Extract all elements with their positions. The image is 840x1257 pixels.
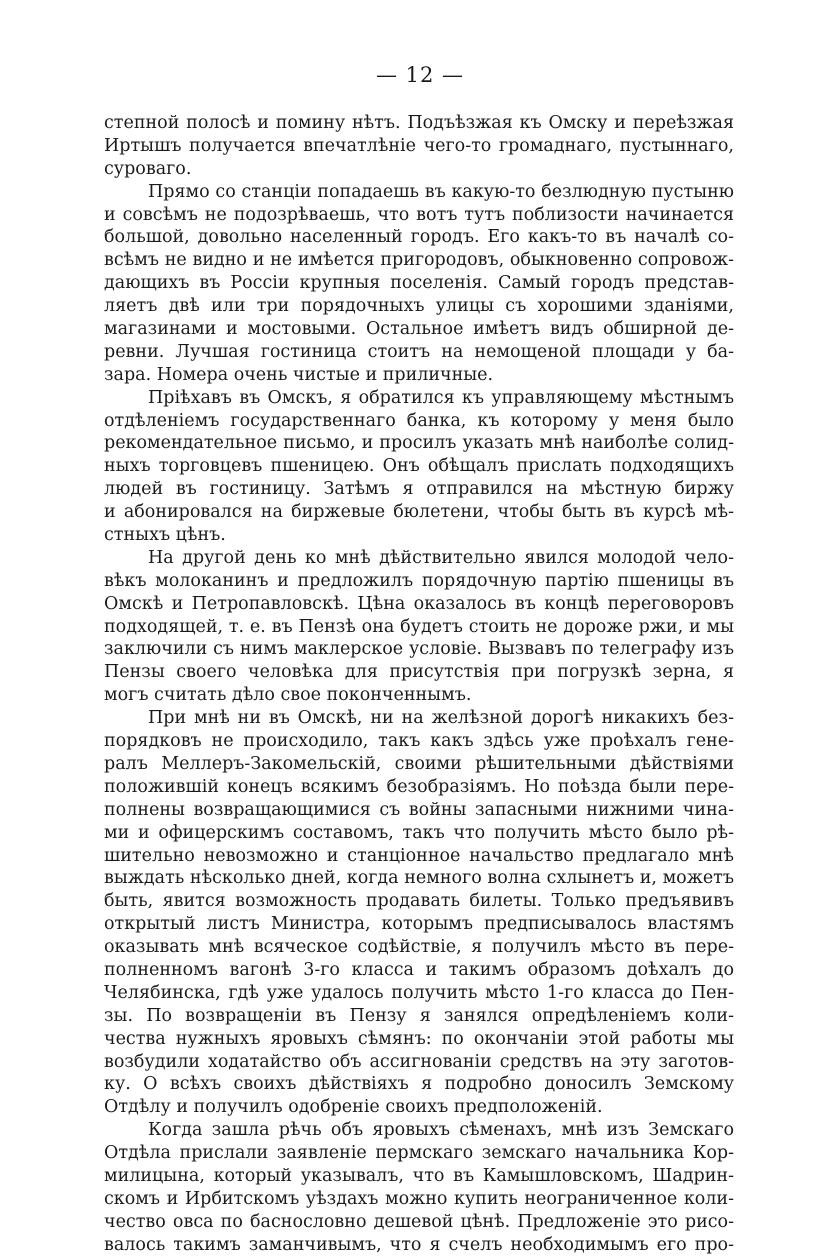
- text-line: оказывать мнѣ всяческое содѣйствіе, я получилъ мѣсто въ пере-: [104, 937, 734, 958]
- text-line: чества нужныхъ яровыхъ сѣмянъ: по окончаніи этой работы мы: [104, 1028, 734, 1049]
- text-line: Омскѣ и Петропавловскѣ. Цѣна оказалось въ концѣ переговоровъ: [104, 593, 734, 614]
- text-line: Прямо со станціи попадаешь въ какую-то безлюдную пустыню: [148, 181, 734, 202]
- paragraph: [104, 112, 734, 181]
- paragraph: [104, 1119, 734, 1256]
- text-line: Отдѣла прислали заявленіе пермскаго земскаго начальника Кор-: [104, 1143, 734, 1164]
- text-line: степной полосѣ и помину нѣтъ. Подъѣзжая къ Омску и переѣзжая: [104, 113, 734, 133]
- text-line: валось такимъ заманчивымъ, что я счелъ необходимымъ его про-: [104, 1234, 734, 1255]
- text-line: ми и офицерскимъ составомъ, такъ что получить мѣсто было рѣ-: [104, 822, 734, 843]
- text-line: ревни. Лучшая гостиница стоитъ на немощеной площади у ба-: [104, 341, 734, 362]
- text-line: заключили съ нимъ маклерское условіе. Вызвавъ по телеграфу изъ: [104, 639, 734, 660]
- text-line: рекомендательное письмо, и просилъ указать мнѣ наиболѣе солид-: [104, 433, 734, 454]
- text-line: открытый листъ Министра, которымъ предписывалось властямъ: [104, 914, 734, 935]
- text-line: Иртышъ получается впечатлѣніе чего-то громаднаго, пустыннаго,: [104, 135, 734, 156]
- text-line: Челябинска, гдѣ уже удалось получить мѣсто 1-го класса до Пен-: [104, 982, 734, 1003]
- text-line: положившій конецъ всякимъ безобразіямъ. Но поѣзда были пере-: [104, 776, 734, 797]
- text-line: Когда зашла рѣчь объ яровыхъ сѣменахъ, мнѣ изъ Земскаго: [148, 1120, 734, 1141]
- text-line: зы. По возвращеніи въ Пензу я занялся опредѣленіемъ коли-: [104, 1005, 734, 1026]
- text-line: магазинами и мостовыми. Остальное имѣетъ видъ обширной де-: [104, 319, 734, 340]
- paragraph: [104, 387, 734, 547]
- text-line: Отдѣлу и получилъ одобреніе своихъ предположеній.: [104, 1097, 603, 1118]
- body-text: [104, 112, 734, 1257]
- text-line: и совсѣмъ не подозрѣваешь, что вотъ тутъ поблизости начинается: [104, 204, 734, 225]
- text-line: шительно невозможно и станціонное начальство предлагало мнѣ: [104, 845, 734, 866]
- text-line: ку. О всѣхъ своихъ дѣйствіяхъ я подробно доносилъ Земскому: [104, 1074, 734, 1095]
- text-line: полнены возвращающимися съ войны запасными нижними чина-: [104, 799, 734, 820]
- text-line: ныхъ торговцевъ пшеницею. Онъ обѣщалъ прислать подходящихъ: [104, 456, 734, 477]
- text-line: На другой день ко мнѣ дѣйствительно явился молодой чело-: [148, 547, 734, 568]
- page-number: — 12 —: [375, 63, 465, 87]
- text-line: Пріѣхавъ въ Омскъ, я обратился къ управляющему мѣстнымъ: [148, 387, 734, 408]
- text-line: полненномъ вагонѣ 3-го класса и такимъ образомъ доѣхалъ до: [104, 959, 734, 980]
- paragraph: [104, 181, 734, 387]
- text-line: подходящей, т. е. въ Пензѣ она будетъ стоить не дороже ржи, и мы: [104, 616, 734, 637]
- text-line: порядковъ не происходило, такъ какъ здѣсь уже проѣхалъ гене-: [104, 731, 734, 752]
- text-line: дающихъ въ Россіи крупныя поселенія. Самый городъ представ-: [104, 273, 734, 294]
- text-line: выждать нѣсколько дней, когда немного волна схлынетъ и, можетъ: [104, 868, 734, 889]
- text-line: всѣмъ не видно и не имѣется пригородовъ, обыкновенно сопровож-: [104, 250, 734, 271]
- text-line: скомъ и Ирбитскомъ уѣздахъ можно купить неограниченное коли-: [104, 1188, 734, 1209]
- text-line: При мнѣ ни въ Омскѣ, ни на желѣзной дорогѣ никакихъ без-: [148, 708, 734, 729]
- text-line: Пензы своего человѣка для присутствія при погрузкѣ зерна, я: [104, 662, 734, 683]
- text-line: милицына, который указывалъ, что въ Камышловскомъ, Шадрин-: [104, 1165, 734, 1186]
- text-line: вѣкъ молоканинъ и предложилъ порядочную партію пшеницы въ: [104, 570, 734, 591]
- paragraph: [104, 707, 734, 1119]
- text-line: суроваго.: [104, 158, 192, 179]
- text-line: ралъ Меллеръ-Закомельскій, своими рѣшительными дѣйствіями: [104, 753, 734, 774]
- text-line: ляетъ двѣ или три порядочныхъ улицы съ хорошими зданіями,: [104, 296, 734, 317]
- text-line: стныхъ цѣнъ.: [104, 525, 226, 546]
- text-line: отдѣленіемъ государственнаго банка, къ которому у меня было: [104, 410, 734, 431]
- text-line: чество овса по баснословно дешевой цѣнѣ. Предложеніе это рисо-: [104, 1211, 734, 1232]
- text-line: людей въ гостиницу. Затѣмъ я отправился на мѣстную биржу: [104, 479, 734, 500]
- text-line: возбудили ходатайство объ ассигнованіи средствъ на эту заготов-: [104, 1051, 734, 1072]
- text-line: могъ считать дѣло свое поконченнымъ.: [104, 685, 472, 706]
- paragraph: [104, 547, 734, 707]
- text-line: большой, довольно населенный городъ. Его какъ-то въ началѣ со-: [104, 227, 734, 248]
- text-line: и абонировался на биржевые бюлетени, чтобы быть въ курсѣ мѣ-: [104, 502, 734, 523]
- text-line: быть, явится возможность продавать билеты. Только предъявивъ: [104, 891, 734, 912]
- text-line: зара. Номера очень чистые и приличные.: [104, 364, 494, 385]
